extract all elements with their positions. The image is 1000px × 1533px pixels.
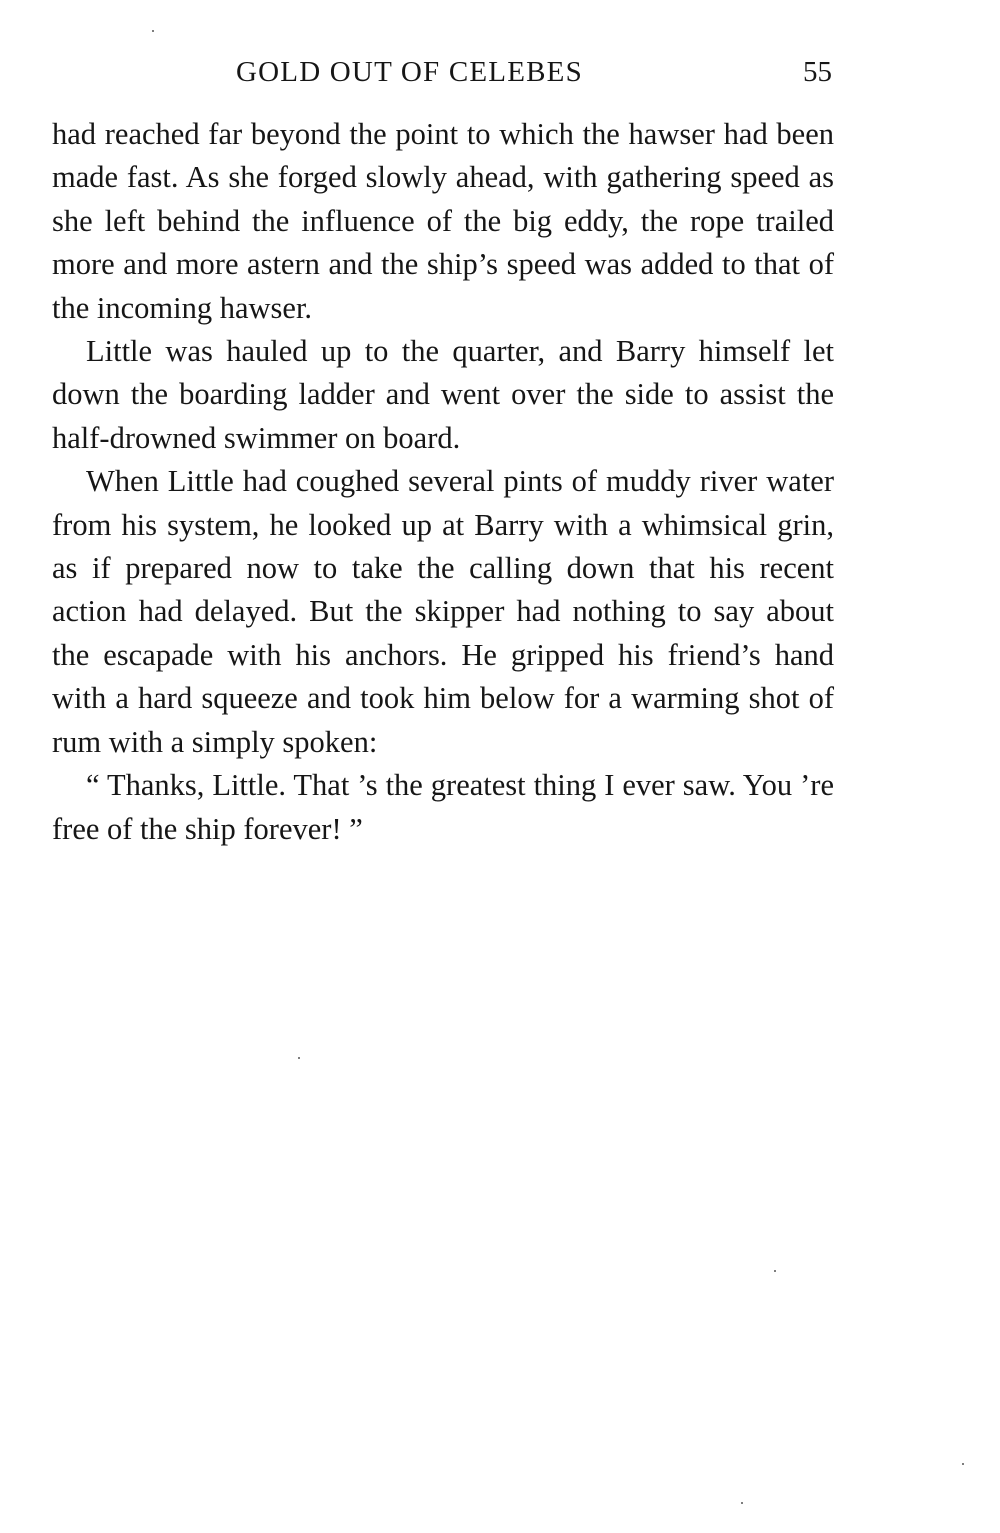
- running-head: [52, 52, 832, 92]
- scan-speck: [774, 1270, 776, 1272]
- scan-speck: [962, 1463, 964, 1465]
- paragraph-2: Little was hauled up to the quarter, and Barry himself let down the boarding ladder and went over the side to assist the half-drowned swimmer on board.: [52, 334, 834, 455]
- running-title: GOLD OUT OF CELEBES: [236, 56, 583, 88]
- page-number: 55: [803, 56, 832, 88]
- paragraph-4: “ Thanks, Little. That ’s the greatest thing I ever saw. You ’re free of the ship forever! ”: [52, 768, 834, 846]
- scan-speck: [298, 1057, 300, 1059]
- paragraph-3: When Little had coughed several pints of muddy river water from his system, he looked up at Barry with a whimsical grin, as if prepared now to take the calling down that his recent action had delayed. But the skipper had nothing to say about the escapade with his anchors. He gripped his friend’s hand with a hard squeeze and took him below for a warming shot of rum with a simply spoken:: [52, 464, 834, 759]
- scan-speck: [152, 30, 154, 32]
- page-body: [52, 113, 834, 851]
- scan-speck: [741, 1502, 743, 1504]
- paragraph-1: had reached far beyond the point to which the hawser had been made fast. As she forged slowly ahead, with gathering speed as she left behind the influence of the big eddy, the rope trailed more and more astern and the ship’s speed was added to that of the incoming hawser.: [52, 117, 834, 325]
